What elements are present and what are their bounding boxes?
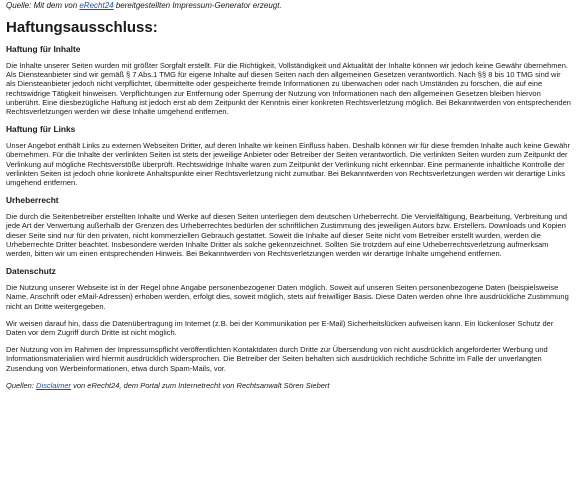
section-heading: Haftung für Inhalte: [6, 44, 81, 54]
section-paragraph: Wir weisen darauf hin, dass die Datenübertragung im Internet (z.B. bei der Kommunikation per E-Mail) Sicherheitslücken aufweisen kann. Ein lückenloser Schutz der Daten vor dem Zugriff durch Dritte ist nicht möglich.: [6, 318, 554, 338]
section-haftung-inhalte: [6, 44, 572, 116]
section-heading: Urheberrecht: [6, 195, 59, 206]
page: [0, 1, 576, 390]
section-heading: Haftung für Links: [6, 124, 76, 135]
section-paragraph: Der Nutzung von im Rahmen der Impressumspflicht veröffentlichten Kontaktdaten durch Dritte zur Übersendung von nicht ausdrücklich angeforderter Werbung und Informationsmaterialien wird hiermit ausdrücklich widersprochen. Die Betreiber der Seiten behalten sich ausdrücklich rechtliche Schritte im Falle der unverlangten Zusendung von Werbeinformationen, etwa durch Spam-Mails, vor.: [6, 345, 548, 373]
source-suffix: bereitgestellten Impressum-Generator erzeugt.: [113, 1, 282, 10]
quellen-suffix: von eRecht24, dem Portal zum Internetrecht von Rechtsanwalt Sören Siebert: [71, 380, 330, 390]
source-line: [6, 1, 572, 11]
section-haftung-links: [6, 124, 572, 187]
section-heading: Datenschutz: [6, 266, 56, 277]
section-paragraph: Die Inhalte unserer Seiten wurden mit größter Sorgfalt erstellt. Für die Richtigkeit, Vollständigkeit und Aktualität der Inhalte können wir jedoch keine Gewähr übernehmen. Als Diensteanbieter sind wir gemäß § 7 Abs.1 TMG für eigene Inhalte auf diesen Seiten nach den allgemeinen Gesetzen verantwortlich. Nach §§ 8 bis 10 TMG sind wir als Diensteanbieter jedoch nicht verpflichtet, übermittelte oder gespeicherte fremde Informationen zu überwachen oder nach Umständen zu forschen, die auf eine rechtswidrige Tätigkeit hinweisen. Verpflichtungen zur Entfernung oder Sperrung der Nutzung von Informationen nach den allgemeinen Gesetzen bleiben hiervon unberührt. Eine diesbezügliche Haftung ist jedoch erst ab dem Zeitpunkt der Kenntnis einer konkreten Rechtsverletzung möglich. Bei Bekanntwerden von entsprechenden Rechtsverletzungen werden wir diese Inhalte umgehend entfernen.: [6, 61, 571, 117]
section-datenschutz: [6, 266, 572, 373]
section-paragraph: Die Nutzung unserer Webseite ist in der Regel ohne Angabe personenbezogener Daten möglich. Soweit auf unseren Seiten personenbezogene Daten (beispielsweise Name, Anschrift oder eMail-Adressen) erhoben werden, erfolgt dies, soweit möglich, stets auf freiwilliger Basis. Diese Daten werden ohne Ihre ausdrückliche Zustimmung nicht an Dritte weitergegeben.: [6, 283, 569, 311]
section-paragraph: Die durch die Seitenbetreiber erstellten Inhalte und Werke auf diesen Seiten unterliegen dem deutschen Urheberrecht. Die Vervielfältigung, Bearbeitung, Verbreitung und jede Art der Verwertung außerhalb der Grenzen des Urheberrechtes bedürfen der schriftlichen Zustimmung des jeweiligen Autors bzw. Erstellers. Downloads und Kopien dieser Seite sind nur für den privaten, nicht kommerziellen Gebrauch gestattet. Soweit die Inhalte auf dieser Seite nicht vom Betreiber erstellt wurden, werden die Urheberrechte Dritter beachtet. Insbesondere werden Inhalte Dritter als solche gekennzeichnet. Sollten Sie trotzdem auf eine Urheberrechtsverletzung aufmerksam werden, bitten wir um einen entsprechenden Hinweis. Bei Bekanntwerden von Rechtsverletzungen werden wir derartige Inhalte umgehend entfernen.: [6, 212, 568, 259]
section-urheberrecht: [6, 195, 572, 258]
disclaimer-link[interactable]: Disclaimer: [36, 380, 72, 390]
erecht24-link[interactable]: eRecht24: [79, 1, 114, 10]
source-prefix: Quelle: Mit dem von: [6, 1, 80, 10]
section-paragraph: Unser Angebot enthält Links zu externen Webseiten Dritter, auf deren Inhalte wir keinen Einfluss haben. Deshalb können wir für diese fremden Inhalte auch keine Gewähr übernehmen. Für die Inhalte der verlinkten Seiten ist stets der jeweilige Anbieter oder Betreiber der Seiten verantwortlich. Die verlinkten Seiten wurden zum Zeitpunkt der Verlinkung auf mögliche Rechtsverstöße überprüft. Rechtswidrige Inhalte waren zum Zeitpunkt der Verlinkung nicht erkennbar. Eine permanente inhaltliche Kontrolle der verlinkten Seiten ist jedoch ohne konkrete Anhaltspunkte einer Rechtsverletzung nicht zumutbar. Bei Bekanntwerden von Rechtsverletzungen werden wir derartige Links umgehend entfernen.: [6, 141, 570, 188]
page-title: Haftungsausschluss:: [6, 19, 158, 36]
quellen-prefix: Quellen:: [6, 380, 37, 390]
quellen-line: [6, 381, 572, 390]
